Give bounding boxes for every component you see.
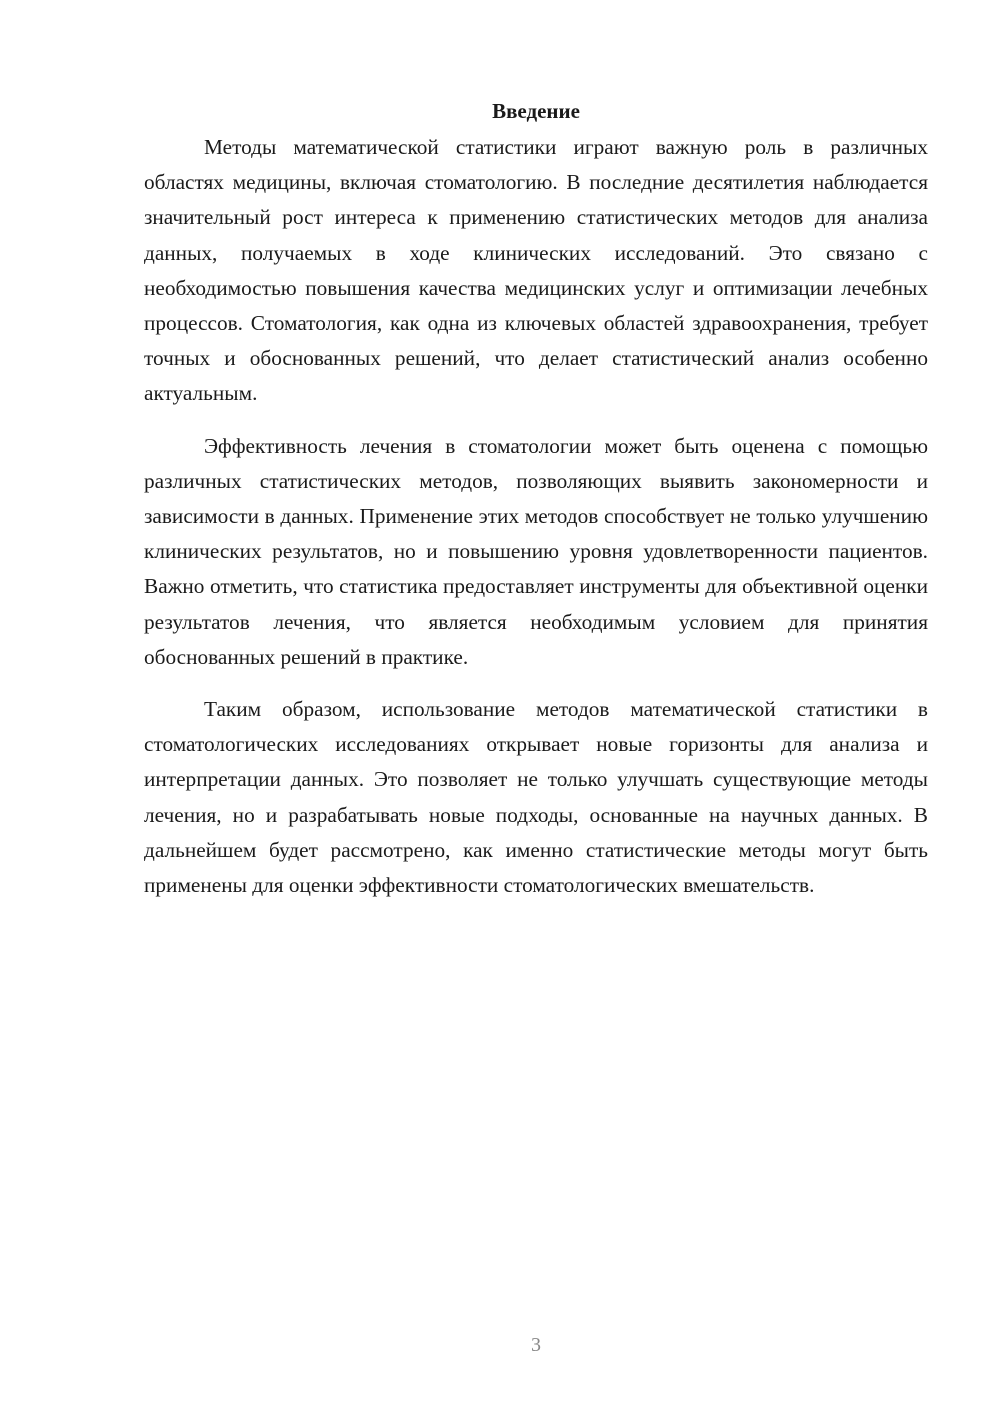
paragraph-2: Эффективность лечения в стоматологии может быть оценена с помощью различных статистических методов, позволяющих выявить закономерности и зависимости в данных. Применение этих методов способствует не только улучшению клинических результатов, но и повышению уровня удовлетворенности пациентов. Важно отметить, что статистика предоставляет инструменты для объективной оценки результатов лечения, что является необходимым условием для принятия обоснованных решений в практике. <box>144 433 928 669</box>
paragraph-3: Таким образом, использование методов математической статистики в стоматологических исследованиях открывает новые горизонты для анализа и интерпретации данных. Это позволяет не только улучшать существующие методы лечения, но и разрабатывать новые подходы, основанные на научных данных. В дальнейшем будет рассмотрено, как именно статистические методы могут быть применены для оценки эффективности стоматологических вмешательств. <box>144 697 928 898</box>
page-content <box>144 96 928 903</box>
section-heading: Введение <box>492 99 580 123</box>
page-number: 3 <box>531 1334 541 1356</box>
paragraph-1: Методы математической статистики играют важную роль в различных областях медицины, включая стоматологию. В последние десятилетия наблюдается значительный рост интереса к применению статистических методов для анализа данных, получаемых в ходе клинических исследований. Это связано с необходимостью повышения качества медицинских услуг и оптимизации лечебных процессов. Стоматология, как одна из ключевых областей здравоохранения, требует точных и обоснованных решений, что делает статистический анализ особенно актуальным. <box>144 135 928 406</box>
